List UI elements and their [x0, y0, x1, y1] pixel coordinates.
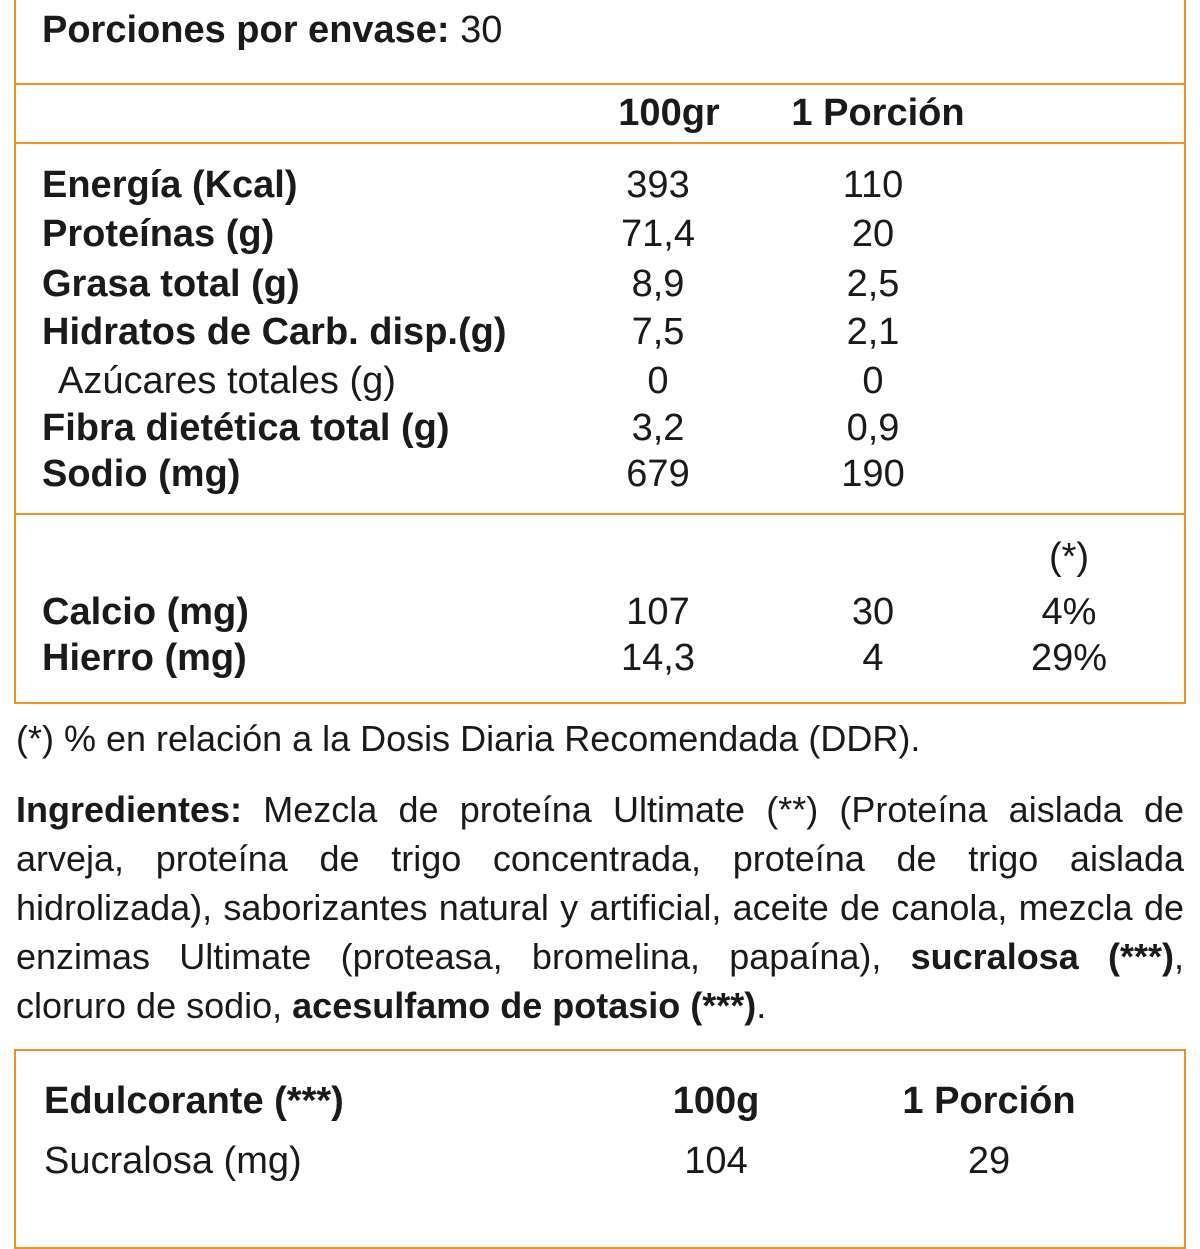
nutrient-per100: 679 — [626, 453, 690, 495]
ingredients-paragraph — [16, 785, 1184, 1030]
mineral-name: Hierro (mg) — [42, 637, 247, 679]
nutrient-portion: 20 — [851, 213, 895, 255]
nutrient-per100: 3,2 — [631, 407, 685, 449]
nutrient-per100: 7,5 — [631, 311, 685, 353]
sweetener-column-100g: 100g — [672, 1080, 760, 1122]
mineral-ddr: 29% — [1030, 637, 1108, 679]
sweetener-per100: 104 — [684, 1140, 748, 1182]
nutrient-per100: 8,9 — [631, 263, 685, 305]
servings-label: Porciones por envase: — [42, 9, 450, 51]
nutrient-per100: 393 — [626, 164, 690, 206]
mineral-name: Calcio (mg) — [42, 591, 249, 633]
nutrient-name: Grasa total (g) — [42, 263, 300, 305]
mineral-per100: 107 — [626, 591, 690, 633]
ddr-footnote: (*) % en relación a la Dosis Diaria Recomendada (DDR). — [16, 718, 921, 759]
nutrient-name: Azúcares totales (g) — [58, 360, 396, 402]
nutrient-name: Sodio (mg) — [42, 453, 241, 495]
sweetener-title: Edulcorante (***) — [44, 1080, 344, 1122]
sweetener-column-portion: 1 Porción — [902, 1080, 1076, 1122]
divider — [14, 83, 1186, 85]
mineral-per100: 14,3 — [621, 637, 695, 679]
sweetener-portion: 29 — [967, 1140, 1011, 1182]
nutrient-portion: 2,1 — [846, 311, 900, 353]
nutrient-per100: 0 — [647, 360, 669, 402]
divider — [14, 142, 1186, 144]
servings-value: 30 — [460, 9, 503, 51]
sweetener-name: Sucralosa (mg) — [44, 1140, 302, 1182]
ingredient-acesulfame: acesulfamo de potasio (***) — [292, 985, 757, 1026]
nutrient-name: Hidratos de Carb. disp.(g) — [42, 311, 507, 353]
nutrient-name: Fibra dietética total (g) — [42, 407, 450, 449]
mineral-portion: 30 — [851, 591, 895, 633]
servings-line — [42, 11, 502, 49]
nutrient-per100: 71,4 — [621, 213, 695, 255]
ingredient-sucralose: sucralosa (***) — [910, 936, 1174, 977]
nutrient-portion: 0,9 — [846, 407, 900, 449]
nutrient-portion: 2,5 — [846, 263, 900, 305]
nutrient-name: Energía (Kcal) — [42, 164, 298, 206]
mineral-ddr: 4% — [1041, 591, 1097, 633]
ingredients-text: . — [756, 985, 767, 1026]
ingredients-text: Mezcla de proteína Ultimate (**) (Proteína aislada de arveja, proteína de trigo concentrada, proteína de trigo aislada hidrolizada), saborizantes natural y artificial, aceite de canola, mezcla de enzimas Ultimate (proteasa, bromelina, papaína), — [16, 789, 1184, 977]
mineral-portion: 4 — [862, 637, 884, 679]
divider — [14, 513, 1186, 515]
ddr-column-header: (*) — [1048, 536, 1090, 578]
column-header-100gr: 100gr — [618, 92, 720, 134]
ingredients-label: Ingredientes: — [16, 789, 243, 830]
nutrient-portion: 0 — [862, 360, 884, 402]
nutrient-portion: 190 — [841, 453, 905, 495]
nutrient-name: Proteínas (g) — [42, 213, 275, 255]
ingredients-text: , cloruro de sodio, — [16, 936, 1184, 1026]
column-header-portion: 1 Porción — [791, 92, 965, 134]
nutrient-portion: 110 — [842, 164, 904, 206]
